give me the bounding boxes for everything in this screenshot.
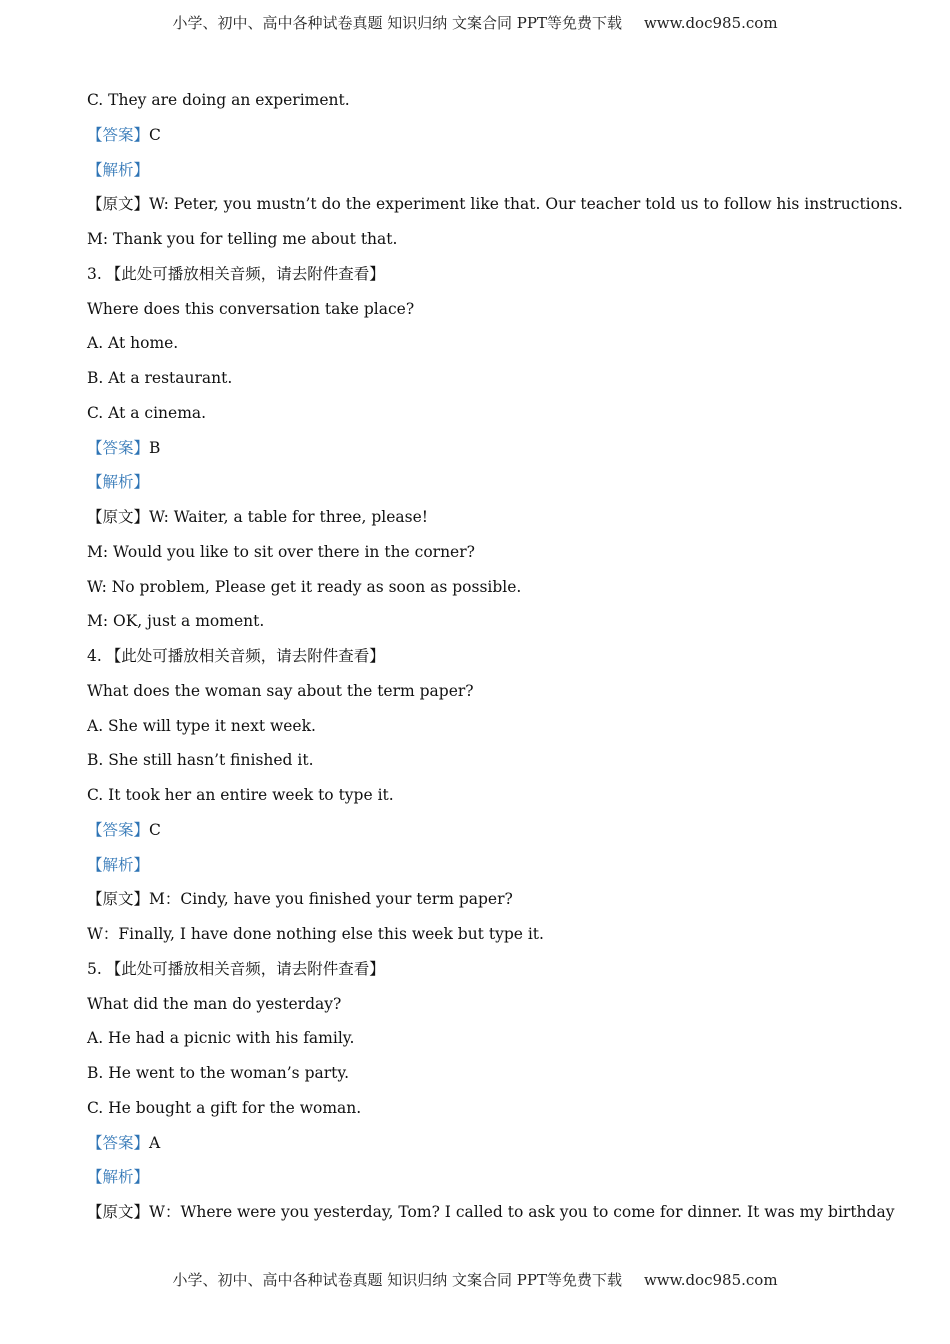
footer-site-link[interactable]: www.doc985.com (643, 1271, 778, 1289)
option-text: A. He had a picnic with his family. (87, 1029, 355, 1048)
option-text: C. They are doing an experiment. (87, 91, 350, 109)
footer-text: 小学、初中、高中各种试卷真题 知识归纳 文案合同 PPT等免费下载 (172, 1271, 622, 1289)
question-header (87, 643, 877, 678)
answer-label: 【答案】 (87, 438, 150, 457)
audio-placeholder[interactable]: 【此处可播放相关音频，请去附件查看】 (105, 647, 385, 665)
document-body (87, 87, 903, 1234)
page-header (0, 12, 950, 33)
option-text: C. He bought a gift for the woman. (87, 1098, 362, 1117)
question-number: 3. (87, 264, 102, 283)
transcript-line: M: Would you like to sit over there in the corner? (87, 542, 475, 561)
audio-placeholder[interactable]: 【此处可播放相关音频，请去附件查看】 (105, 959, 385, 978)
answer-label: 【答案】 (87, 820, 150, 839)
transcript-line (87, 886, 877, 921)
analysis-label: 【解析】 (87, 473, 150, 492)
transcript-text: W: Peter, you mustn’t do the experiment like that. Our teacher told us to follow his instructions. (149, 195, 903, 214)
original-label: 【原文】 (87, 508, 150, 526)
header-text: 小学、初中、高中各种试卷真题 知识归纳 文案合同 PPT等免费下载 (172, 14, 622, 32)
analysis-label: 【解析】 (87, 160, 150, 179)
answer-value: C (149, 125, 161, 144)
transcript-line (87, 504, 877, 539)
answer-line (87, 122, 877, 157)
question-text: Where does this conversation take place? (87, 299, 415, 318)
page-footer (0, 1269, 950, 1290)
option-text: B. She still hasn’t finished it. (87, 751, 314, 770)
option-text: A. She will type it next week. (87, 716, 316, 735)
question-number: 4. (87, 647, 102, 665)
transcript-line: M: Thank you for telling me about that. (87, 230, 398, 248)
analysis-label: 【解析】 (87, 1168, 150, 1187)
analysis-label: 【解析】 (87, 855, 150, 874)
original-label: 【原文】 (87, 195, 150, 214)
option-text: A. At home. (87, 334, 179, 353)
question-text: What did the man do yesterday? (87, 994, 342, 1013)
transcript-text: M：Cindy, have you finished your term paper? (149, 890, 513, 909)
answer-value: C (149, 820, 161, 839)
original-label: 【原文】 (87, 890, 150, 909)
answer-value: B (149, 438, 161, 457)
transcript-line (87, 191, 903, 226)
option-text: B. At a restaurant. (87, 369, 233, 387)
answer-label: 【答案】 (87, 1133, 150, 1152)
transcript-line: W: No problem, Please get it ready as soon as possible. (87, 577, 522, 596)
answer-line (87, 435, 877, 470)
answer-label: 【答案】 (87, 125, 150, 144)
audio-placeholder[interactable]: 【此处可播放相关音频，请去附件查看】 (105, 264, 385, 283)
question-text: What does the woman say about the term paper? (87, 681, 474, 700)
original-label: 【原文】 (87, 1203, 150, 1221)
transcript-text: W: Waiter, a table for three, please! (149, 508, 428, 526)
question-number: 5. (87, 959, 102, 978)
transcript-text: W：Where were you yesterday, Tom? I called to ask you to come for dinner. It was my birthday (149, 1203, 895, 1221)
option-text: C. At a cinema. (87, 403, 207, 422)
question-header (87, 956, 877, 991)
answer-line (87, 1130, 877, 1165)
transcript-line: W：Finally, I have done nothing else this week but type it. (87, 925, 544, 943)
option-text: B. He went to the woman’s party. (87, 1064, 349, 1082)
transcript-line: M: OK, just a moment. (87, 612, 265, 631)
question-header (87, 261, 877, 296)
header-site-link[interactable]: www.doc985.com (643, 14, 778, 32)
answer-line (87, 817, 877, 852)
answer-value: A (149, 1133, 161, 1152)
option-text: C. It took her an entire week to type it. (87, 786, 394, 804)
transcript-line (87, 1199, 895, 1234)
